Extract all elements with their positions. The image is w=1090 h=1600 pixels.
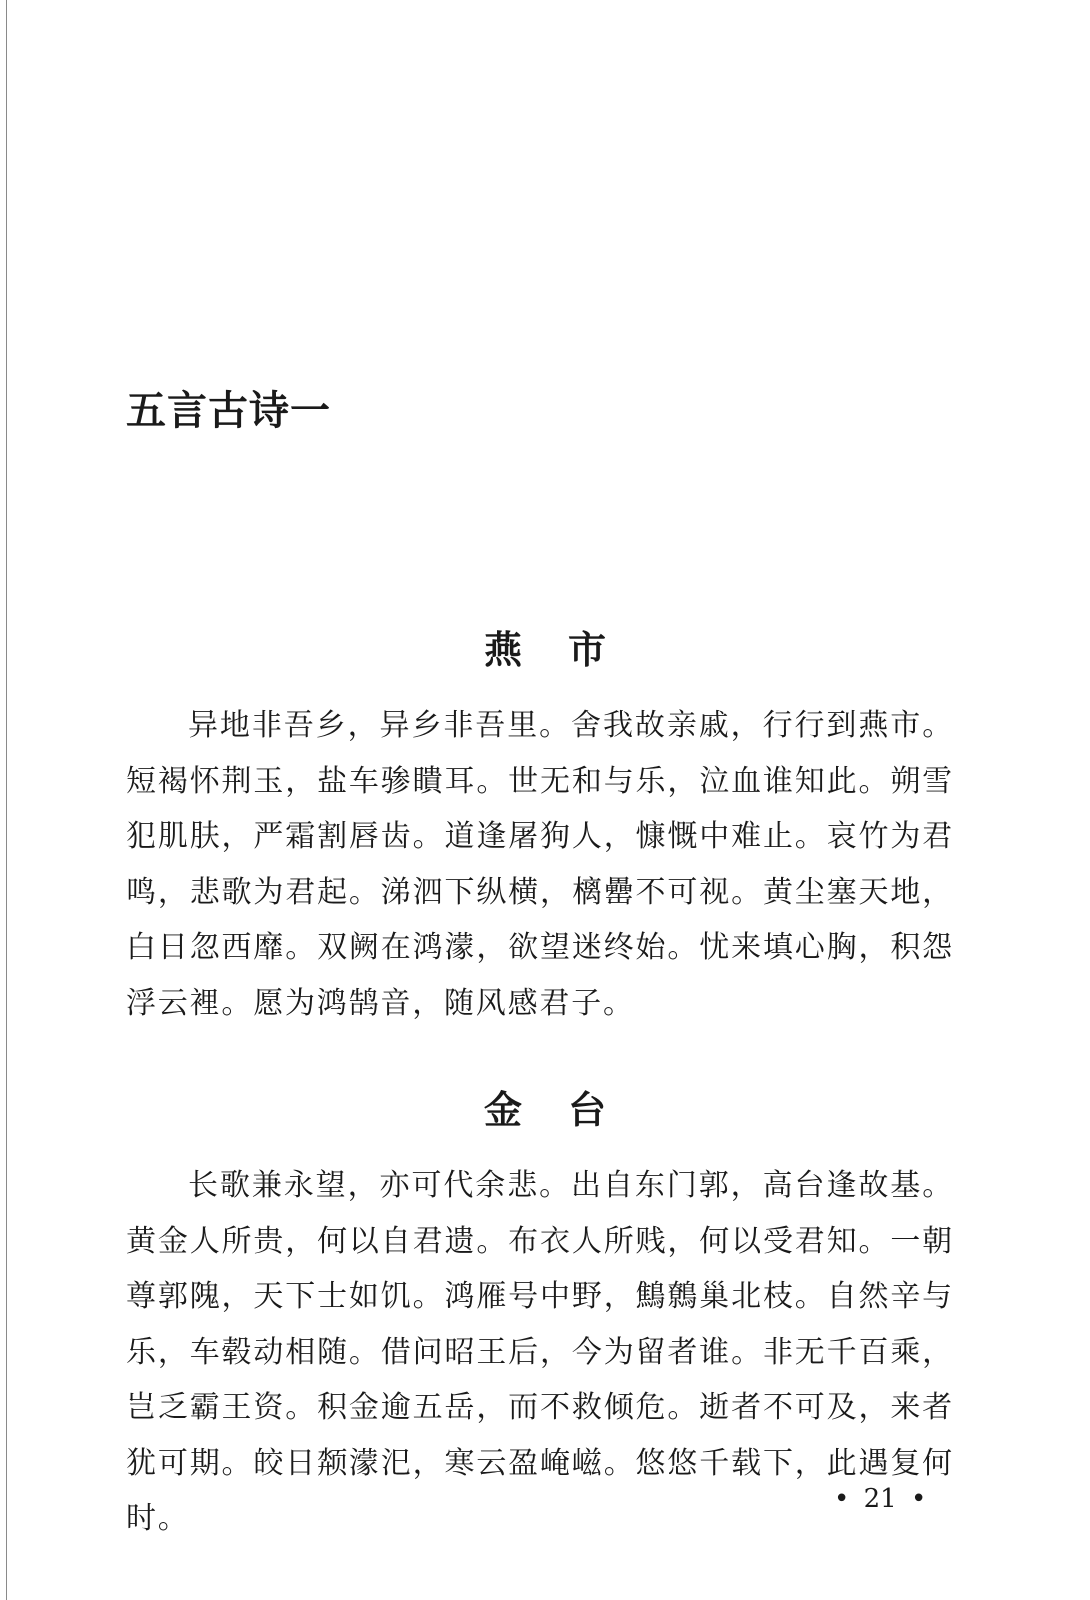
poem-title-jintai: 金台: [483, 1087, 652, 1132]
section-title: 五言古诗一: [126, 387, 331, 434]
poem-body-jintai: 长歌兼永望，亦可代余悲。出自东门郭，高台逢故基。黄金人所贵，何以自君遗。布衣人所贱，何以受君知。一朝尊郭隗，天下士如饥。鸿雁号中野，鷦鷯巢北枝。自然辛与乐，车毂动相随。借问昭王后，今为留者谁。非无千百乘，岂乏霸王资。积金逾五岳，而不救倾危。逝者不可及，来者犹可期。皎日颒濛汜，寒云盈崦嵫。悠悠千载下，此遇复何时。: [126, 1168, 954, 1536]
binding-edge-line: [6, 0, 7, 1600]
poem-title-yanshi: 燕市: [483, 627, 652, 672]
page-number: • 21 •: [834, 1484, 927, 1514]
poem-body-yanshi: 异地非吾乡，异乡非吾里。舍我故亲戚，行行到燕市。短褐怀荆玉，盐车骖瞶耳。世无和与乐，泣血谁知此。朔雪犯肌肤，严霜割唇齿。道逢屠狗人，慷慨中难止。哀竹为君鸣，悲歌为君起。涕泗下纵横，樆罍不可视。黄尘塞天地，白日忽西靡。双阙在鸿濛，欲望迷终始。忧来填心胸，积怨浮云裡。愿为鸿鹄音，随风感君子。: [126, 708, 954, 1021]
